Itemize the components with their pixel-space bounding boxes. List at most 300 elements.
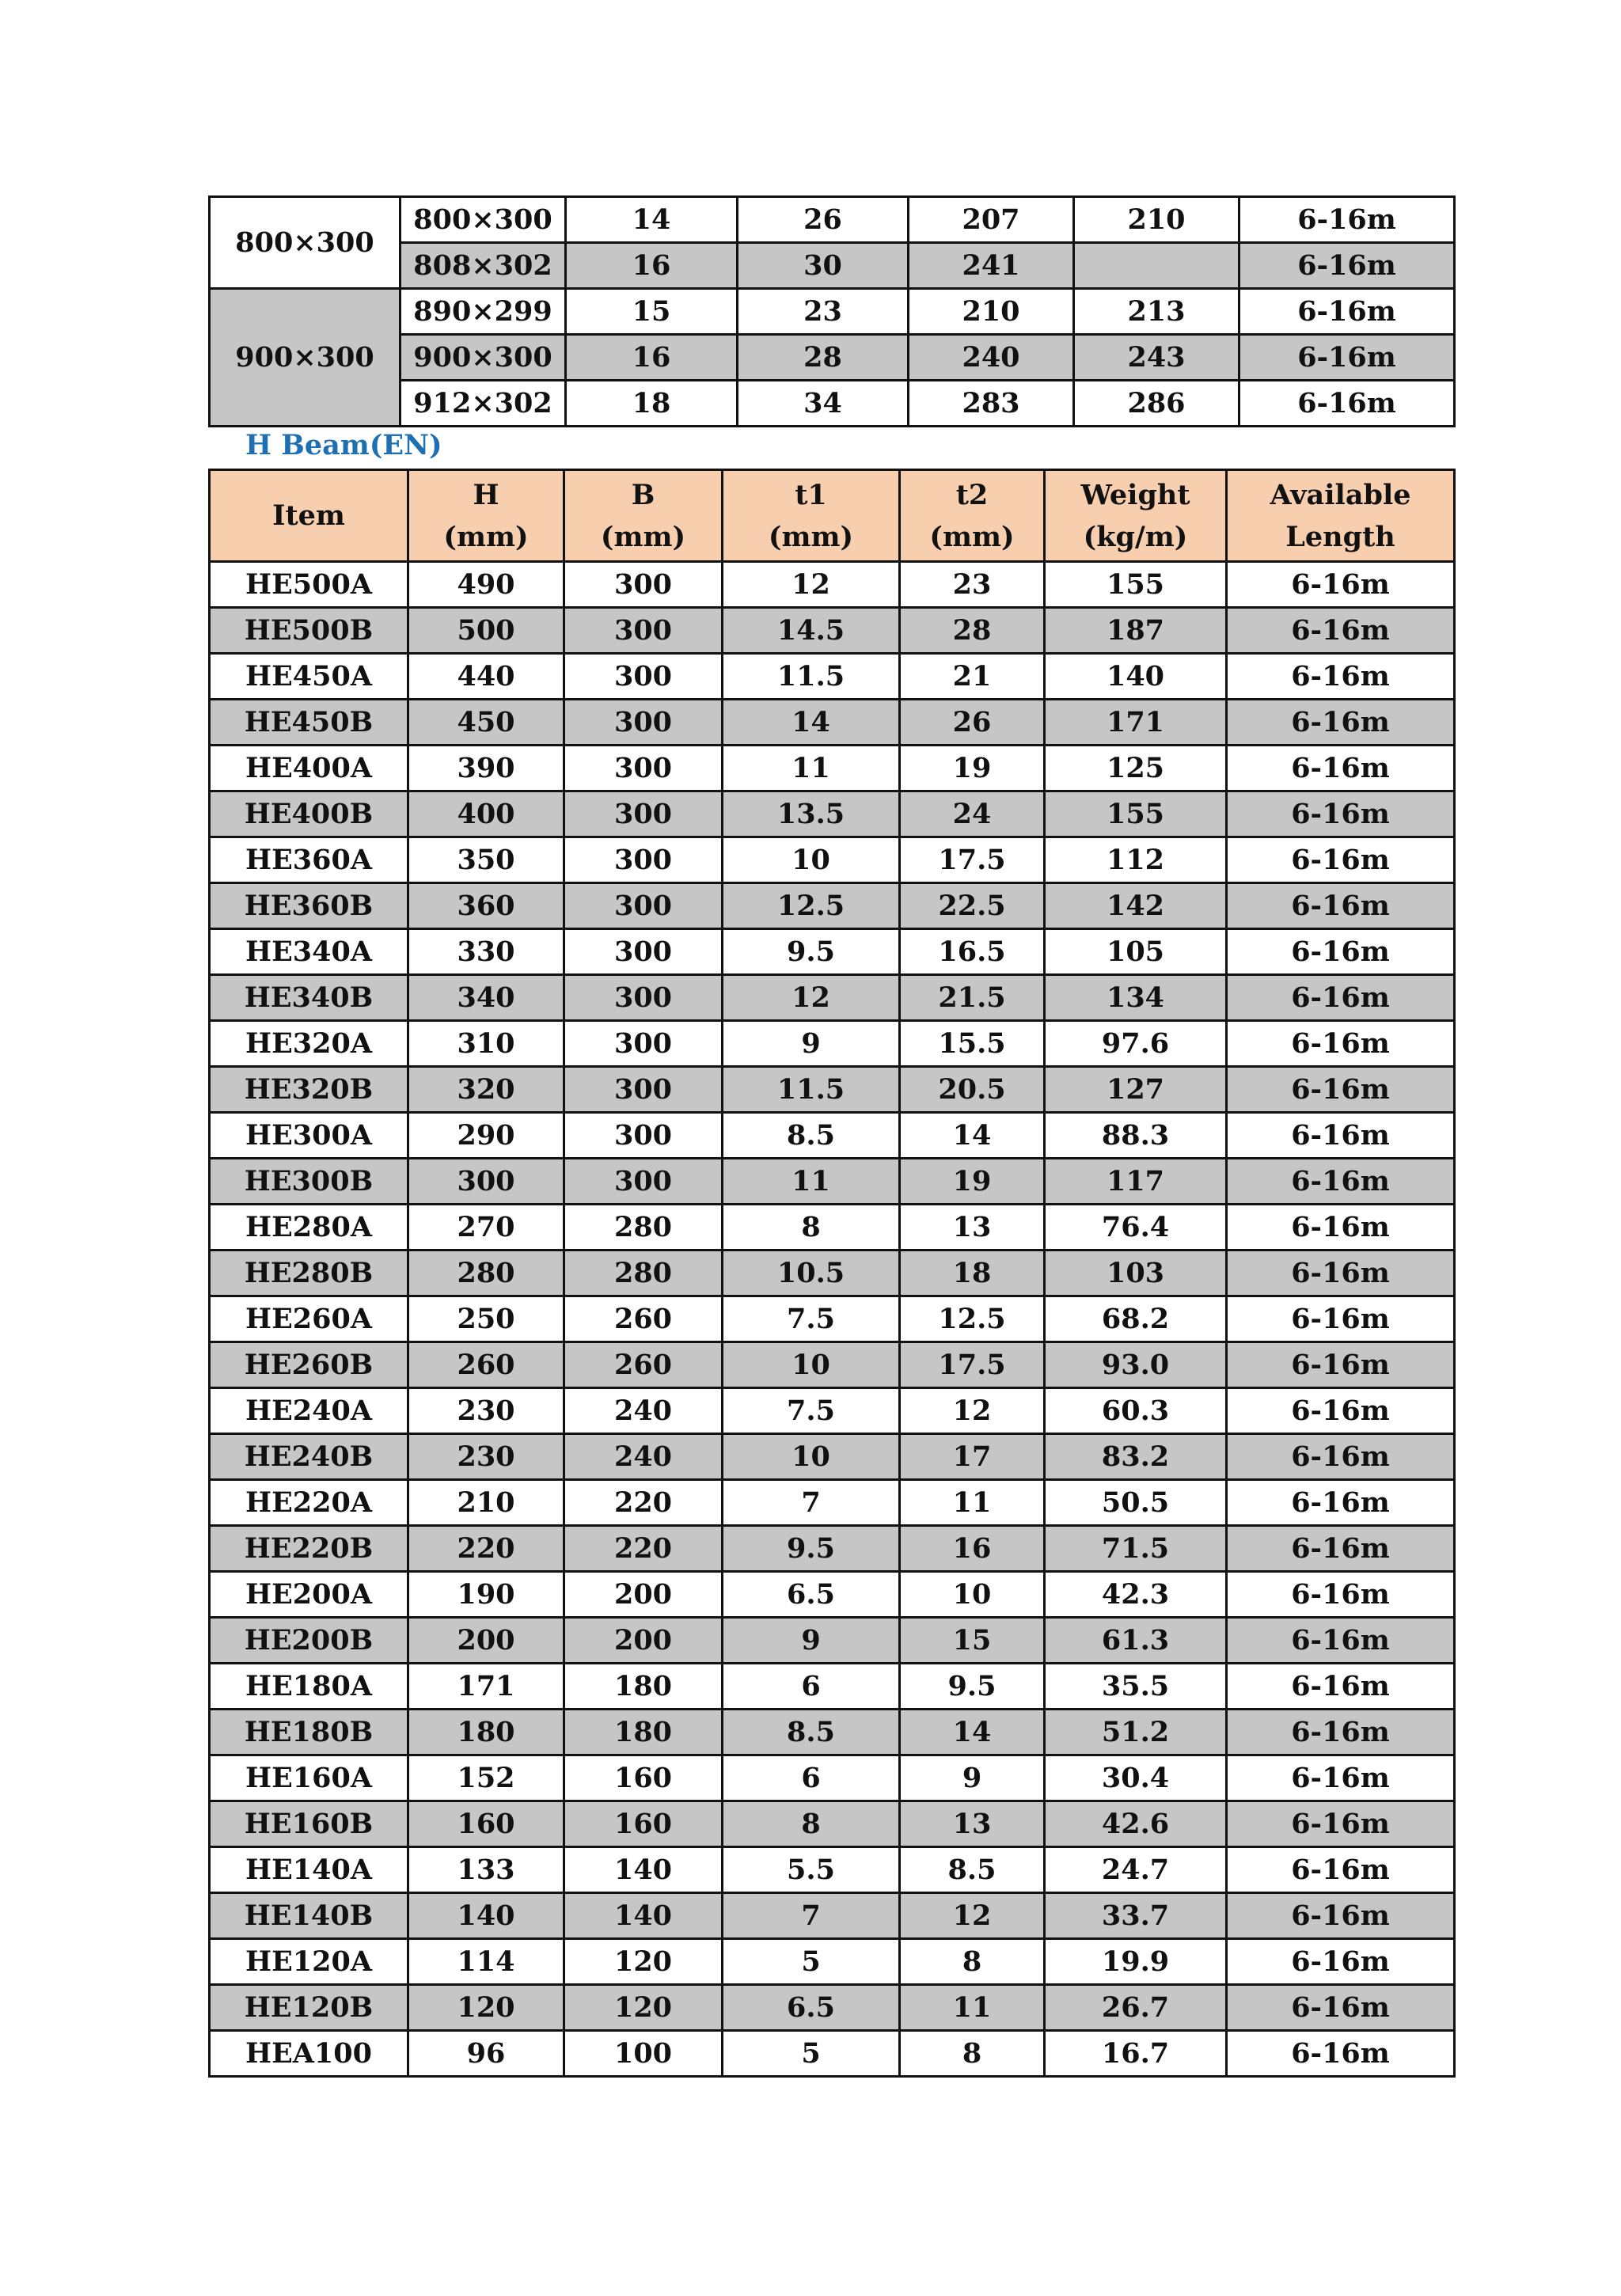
cell-item: HE220B bbox=[210, 1526, 408, 1572]
cell-t2: 15 bbox=[900, 1618, 1045, 1664]
table-row bbox=[210, 1388, 1455, 1434]
cell-weight: 50.5 bbox=[1045, 1480, 1227, 1526]
cell-t2: 12 bbox=[900, 1893, 1045, 1939]
table-row bbox=[210, 654, 1455, 700]
top-cell-spec: 912×302 bbox=[401, 381, 566, 427]
cell-h: 250 bbox=[408, 1296, 564, 1342]
cell-b: 300 bbox=[564, 975, 723, 1021]
header-label: Available bbox=[1270, 478, 1411, 511]
header-row bbox=[210, 470, 1455, 562]
cell-t2: 19 bbox=[900, 1159, 1045, 1205]
table-row bbox=[210, 2031, 1455, 2077]
cell-length: 6-16m bbox=[1227, 1939, 1455, 1985]
cell-weight: 127 bbox=[1045, 1067, 1227, 1113]
cell-t1: 9 bbox=[723, 1618, 900, 1664]
table-row bbox=[210, 1159, 1455, 1205]
cell-item: HE400A bbox=[210, 746, 408, 791]
cell-weight: 19.9 bbox=[1045, 1939, 1227, 1985]
top-cell-spec: 890×299 bbox=[401, 289, 566, 335]
cell-h: 210 bbox=[408, 1480, 564, 1526]
cell-weight: 93.0 bbox=[1045, 1342, 1227, 1388]
size-group-label: 800×300 bbox=[210, 197, 401, 289]
cell-b: 100 bbox=[564, 2031, 723, 2077]
cell-t1: 14.5 bbox=[723, 608, 900, 654]
top-cell-t1: 15 bbox=[566, 289, 738, 335]
cell-weight: 26.7 bbox=[1045, 1985, 1227, 2031]
he-table-body bbox=[210, 562, 1455, 2077]
header-cell bbox=[408, 470, 564, 562]
table-row bbox=[210, 1755, 1455, 1801]
cell-t2: 17.5 bbox=[900, 1342, 1045, 1388]
cell-length: 6-16m bbox=[1227, 791, 1455, 837]
cell-t1: 10 bbox=[723, 1342, 900, 1388]
cell-t1: 7.5 bbox=[723, 1296, 900, 1342]
cell-weight: 51.2 bbox=[1045, 1710, 1227, 1755]
cell-item: HE180A bbox=[210, 1664, 408, 1710]
table-row bbox=[210, 1250, 1455, 1296]
cell-h: 114 bbox=[408, 1939, 564, 1985]
table-row bbox=[210, 1434, 1455, 1480]
cell-length: 6-16m bbox=[1227, 654, 1455, 700]
cell-t1: 11.5 bbox=[723, 1067, 900, 1113]
cell-item: HE280A bbox=[210, 1205, 408, 1250]
table-row bbox=[210, 1710, 1455, 1755]
cell-h: 220 bbox=[408, 1526, 564, 1572]
cell-weight: 112 bbox=[1045, 837, 1227, 883]
cell-weight: 140 bbox=[1045, 654, 1227, 700]
cell-weight: 155 bbox=[1045, 791, 1227, 837]
cell-item: HE240A bbox=[210, 1388, 408, 1434]
cell-weight: 71.5 bbox=[1045, 1526, 1227, 1572]
cell-length: 6-16m bbox=[1227, 1893, 1455, 1939]
cell-t2: 12.5 bbox=[900, 1296, 1045, 1342]
table-row bbox=[210, 1113, 1455, 1159]
cell-length: 6-16m bbox=[1227, 700, 1455, 746]
cell-b: 220 bbox=[564, 1480, 723, 1526]
cell-h: 330 bbox=[408, 929, 564, 975]
cell-weight: 105 bbox=[1045, 929, 1227, 975]
header-cell bbox=[900, 470, 1045, 562]
cell-t2: 14 bbox=[900, 1710, 1045, 1755]
cell-t2: 13 bbox=[900, 1801, 1045, 1847]
cell-t2: 8 bbox=[900, 2031, 1045, 2077]
cell-weight: 117 bbox=[1045, 1159, 1227, 1205]
top-cell-t2: 30 bbox=[738, 243, 909, 289]
cell-t1: 9 bbox=[723, 1021, 900, 1067]
cell-length: 6-16m bbox=[1227, 1021, 1455, 1067]
cell-item: HE240B bbox=[210, 1434, 408, 1480]
top-table-row bbox=[210, 197, 1455, 243]
header-label: t2 bbox=[955, 478, 989, 511]
cell-length: 6-16m bbox=[1227, 608, 1455, 654]
cell-b: 140 bbox=[564, 1893, 723, 1939]
cell-item: HE400B bbox=[210, 791, 408, 837]
cell-item: HE260B bbox=[210, 1342, 408, 1388]
cell-b: 280 bbox=[564, 1205, 723, 1250]
cell-t2: 23 bbox=[900, 562, 1045, 608]
cell-h: 300 bbox=[408, 1159, 564, 1205]
cell-t2: 15.5 bbox=[900, 1021, 1045, 1067]
cell-b: 300 bbox=[564, 746, 723, 791]
table-row bbox=[210, 1480, 1455, 1526]
cell-item: HE300A bbox=[210, 1113, 408, 1159]
table-row bbox=[210, 975, 1455, 1021]
header-cell bbox=[1227, 470, 1455, 562]
cell-length: 6-16m bbox=[1227, 1755, 1455, 1801]
cell-b: 200 bbox=[564, 1572, 723, 1618]
top-cell-b: 210 bbox=[1074, 197, 1239, 243]
cell-t2: 22.5 bbox=[900, 883, 1045, 929]
cell-h: 120 bbox=[408, 1985, 564, 2031]
cell-b: 260 bbox=[564, 1296, 723, 1342]
cell-h: 230 bbox=[408, 1434, 564, 1480]
top-cell-t2: 23 bbox=[738, 289, 909, 335]
cell-t2: 21.5 bbox=[900, 975, 1045, 1021]
cell-item: HE200A bbox=[210, 1572, 408, 1618]
cell-weight: 35.5 bbox=[1045, 1664, 1227, 1710]
cell-t1: 5 bbox=[723, 2031, 900, 2077]
cell-length: 6-16m bbox=[1227, 1159, 1455, 1205]
cell-b: 120 bbox=[564, 1939, 723, 1985]
top-cell-t2: 26 bbox=[738, 197, 909, 243]
cell-b: 120 bbox=[564, 1985, 723, 2031]
top-cell-b: 243 bbox=[1074, 335, 1239, 381]
table-row bbox=[210, 562, 1455, 608]
top-cell-b bbox=[1074, 243, 1239, 289]
top-cell-a: 207 bbox=[909, 197, 1074, 243]
header-cell bbox=[723, 470, 900, 562]
header-cell bbox=[210, 470, 408, 562]
cell-t1: 12 bbox=[723, 975, 900, 1021]
cell-length: 6-16m bbox=[1227, 1801, 1455, 1847]
cell-item: HE320A bbox=[210, 1021, 408, 1067]
cell-b: 300 bbox=[564, 1113, 723, 1159]
cell-length: 6-16m bbox=[1227, 1710, 1455, 1755]
top-size-table bbox=[208, 195, 1456, 427]
cell-t1: 6.5 bbox=[723, 1572, 900, 1618]
cell-h: 270 bbox=[408, 1205, 564, 1250]
cell-b: 240 bbox=[564, 1434, 723, 1480]
he-beam-table bbox=[208, 469, 1456, 2078]
table-row bbox=[210, 837, 1455, 883]
cell-weight: 42.6 bbox=[1045, 1801, 1227, 1847]
cell-weight: 88.3 bbox=[1045, 1113, 1227, 1159]
cell-b: 300 bbox=[564, 562, 723, 608]
cell-t1: 10 bbox=[723, 1434, 900, 1480]
cell-t1: 8 bbox=[723, 1205, 900, 1250]
header-label: B bbox=[631, 478, 655, 511]
cell-item: HE140A bbox=[210, 1847, 408, 1893]
top-cell-a: 210 bbox=[909, 289, 1074, 335]
cell-length: 6-16m bbox=[1227, 746, 1455, 791]
cell-t2: 9.5 bbox=[900, 1664, 1045, 1710]
cell-t1: 6 bbox=[723, 1664, 900, 1710]
table-row bbox=[210, 1021, 1455, 1067]
cell-item: HE450B bbox=[210, 700, 408, 746]
cell-t1: 11.5 bbox=[723, 654, 900, 700]
top-cell-t1: 16 bbox=[566, 243, 738, 289]
cell-h: 310 bbox=[408, 1021, 564, 1067]
cell-t2: 13 bbox=[900, 1205, 1045, 1250]
top-cell-spec: 900×300 bbox=[401, 335, 566, 381]
cell-weight: 76.4 bbox=[1045, 1205, 1227, 1250]
cell-b: 300 bbox=[564, 837, 723, 883]
table-row bbox=[210, 700, 1455, 746]
cell-item: HE120A bbox=[210, 1939, 408, 1985]
cell-h: 180 bbox=[408, 1710, 564, 1755]
cell-h: 500 bbox=[408, 608, 564, 654]
cell-item: HE360A bbox=[210, 837, 408, 883]
cell-b: 180 bbox=[564, 1664, 723, 1710]
cell-t2: 26 bbox=[900, 700, 1045, 746]
header-cell bbox=[564, 470, 723, 562]
top-cell-spec: 808×302 bbox=[401, 243, 566, 289]
top-cell-t2: 34 bbox=[738, 381, 909, 427]
cell-h: 140 bbox=[408, 1893, 564, 1939]
header-label: Weight bbox=[1080, 478, 1190, 511]
cell-t1: 7.5 bbox=[723, 1388, 900, 1434]
cell-b: 300 bbox=[564, 654, 723, 700]
table-row bbox=[210, 1067, 1455, 1113]
cell-t2: 16 bbox=[900, 1526, 1045, 1572]
top-cell-a: 283 bbox=[909, 381, 1074, 427]
cell-item: HEA100 bbox=[210, 2031, 408, 2077]
cell-t1: 6.5 bbox=[723, 1985, 900, 2031]
cell-length: 6-16m bbox=[1227, 1342, 1455, 1388]
cell-item: HE500A bbox=[210, 562, 408, 608]
table-row bbox=[210, 746, 1455, 791]
cell-h: 290 bbox=[408, 1113, 564, 1159]
table-row bbox=[210, 883, 1455, 929]
table-row bbox=[210, 1342, 1455, 1388]
top-cell-a: 241 bbox=[909, 243, 1074, 289]
cell-length: 6-16m bbox=[1227, 1250, 1455, 1296]
he-table-header bbox=[210, 470, 1455, 562]
cell-weight: 134 bbox=[1045, 975, 1227, 1021]
cell-h: 96 bbox=[408, 2031, 564, 2077]
cell-item: HE200B bbox=[210, 1618, 408, 1664]
cell-b: 300 bbox=[564, 700, 723, 746]
cell-h: 190 bbox=[408, 1572, 564, 1618]
top-cell-len: 6-16m bbox=[1239, 197, 1455, 243]
cell-t2: 10 bbox=[900, 1572, 1045, 1618]
cell-item: HE340B bbox=[210, 975, 408, 1021]
cell-h: 440 bbox=[408, 654, 564, 700]
cell-t2: 17.5 bbox=[900, 837, 1045, 883]
cell-t1: 7 bbox=[723, 1480, 900, 1526]
cell-b: 300 bbox=[564, 929, 723, 975]
cell-t1: 5.5 bbox=[723, 1847, 900, 1893]
section-title: H Beam(EN) bbox=[245, 429, 442, 461]
cell-t1: 8.5 bbox=[723, 1113, 900, 1159]
cell-item: HE300B bbox=[210, 1159, 408, 1205]
cell-item: HE160B bbox=[210, 1801, 408, 1847]
cell-t2: 11 bbox=[900, 1480, 1045, 1526]
table-row bbox=[210, 1664, 1455, 1710]
cell-weight: 103 bbox=[1045, 1250, 1227, 1296]
header-unit: (mm) bbox=[929, 520, 1015, 553]
cell-weight: 30.4 bbox=[1045, 1755, 1227, 1801]
cell-item: HE280B bbox=[210, 1250, 408, 1296]
cell-item: HE500B bbox=[210, 608, 408, 654]
cell-length: 6-16m bbox=[1227, 1664, 1455, 1710]
cell-t1: 14 bbox=[723, 700, 900, 746]
cell-item: HE120B bbox=[210, 1985, 408, 2031]
cell-weight: 125 bbox=[1045, 746, 1227, 791]
top-cell-t2: 28 bbox=[738, 335, 909, 381]
cell-t2: 20.5 bbox=[900, 1067, 1045, 1113]
header-unit: Length bbox=[1285, 520, 1395, 553]
cell-b: 300 bbox=[564, 883, 723, 929]
cell-weight: 16.7 bbox=[1045, 2031, 1227, 2077]
table-row bbox=[210, 1939, 1455, 1985]
header-unit: (mm) bbox=[600, 520, 686, 553]
cell-t1: 12 bbox=[723, 562, 900, 608]
cell-h: 400 bbox=[408, 791, 564, 837]
cell-h: 152 bbox=[408, 1755, 564, 1801]
cell-t1: 10 bbox=[723, 837, 900, 883]
cell-t2: 24 bbox=[900, 791, 1045, 837]
cell-weight: 33.7 bbox=[1045, 1893, 1227, 1939]
cell-b: 280 bbox=[564, 1250, 723, 1296]
cell-weight: 24.7 bbox=[1045, 1847, 1227, 1893]
cell-t2: 14 bbox=[900, 1113, 1045, 1159]
cell-b: 200 bbox=[564, 1618, 723, 1664]
cell-t1: 9.5 bbox=[723, 1526, 900, 1572]
cell-length: 6-16m bbox=[1227, 1618, 1455, 1664]
top-table-body bbox=[210, 197, 1455, 427]
cell-t1: 13.5 bbox=[723, 791, 900, 837]
table-row bbox=[210, 1985, 1455, 2031]
table-row bbox=[210, 1893, 1455, 1939]
header-unit: (kg/m) bbox=[1083, 520, 1188, 553]
cell-h: 280 bbox=[408, 1250, 564, 1296]
header-label: t1 bbox=[795, 478, 827, 511]
cell-b: 300 bbox=[564, 791, 723, 837]
cell-t1: 8.5 bbox=[723, 1710, 900, 1755]
cell-item: HE220A bbox=[210, 1480, 408, 1526]
cell-length: 6-16m bbox=[1227, 837, 1455, 883]
cell-length: 6-16m bbox=[1227, 1113, 1455, 1159]
header-cell bbox=[1045, 470, 1227, 562]
cell-length: 6-16m bbox=[1227, 1526, 1455, 1572]
cell-item: HE340A bbox=[210, 929, 408, 975]
table-row bbox=[210, 1526, 1455, 1572]
cell-length: 6-16m bbox=[1227, 1388, 1455, 1434]
cell-weight: 155 bbox=[1045, 562, 1227, 608]
table-row bbox=[210, 1205, 1455, 1250]
size-group-label: 900×300 bbox=[210, 289, 401, 427]
top-cell-len: 6-16m bbox=[1239, 243, 1455, 289]
cell-t2: 18 bbox=[900, 1250, 1045, 1296]
cell-weight: 187 bbox=[1045, 608, 1227, 654]
cell-b: 300 bbox=[564, 608, 723, 654]
top-cell-len: 6-16m bbox=[1239, 335, 1455, 381]
cell-b: 240 bbox=[564, 1388, 723, 1434]
header-label: Item bbox=[272, 499, 345, 532]
cell-weight: 83.2 bbox=[1045, 1434, 1227, 1480]
top-table-row bbox=[210, 289, 1455, 335]
cell-t2: 28 bbox=[900, 608, 1045, 654]
cell-t1: 5 bbox=[723, 1939, 900, 1985]
cell-length: 6-16m bbox=[1227, 1067, 1455, 1113]
cell-h: 350 bbox=[408, 837, 564, 883]
table-row bbox=[210, 1572, 1455, 1618]
cell-t1: 11 bbox=[723, 746, 900, 791]
cell-b: 300 bbox=[564, 1021, 723, 1067]
cell-t1: 11 bbox=[723, 1159, 900, 1205]
cell-weight: 68.2 bbox=[1045, 1296, 1227, 1342]
cell-b: 160 bbox=[564, 1755, 723, 1801]
cell-length: 6-16m bbox=[1227, 1434, 1455, 1480]
cell-b: 300 bbox=[564, 1159, 723, 1205]
cell-t2: 17 bbox=[900, 1434, 1045, 1480]
header-unit: (mm) bbox=[443, 520, 529, 553]
cell-t2: 8 bbox=[900, 1939, 1045, 1985]
cell-length: 6-16m bbox=[1227, 1296, 1455, 1342]
cell-h: 200 bbox=[408, 1618, 564, 1664]
cell-weight: 42.3 bbox=[1045, 1572, 1227, 1618]
cell-length: 6-16m bbox=[1227, 975, 1455, 1021]
cell-length: 6-16m bbox=[1227, 562, 1455, 608]
cell-b: 160 bbox=[564, 1801, 723, 1847]
cell-b: 300 bbox=[564, 1067, 723, 1113]
cell-item: HE260A bbox=[210, 1296, 408, 1342]
top-cell-b: 213 bbox=[1074, 289, 1239, 335]
cell-length: 6-16m bbox=[1227, 1480, 1455, 1526]
top-cell-t1: 14 bbox=[566, 197, 738, 243]
cell-t2: 8.5 bbox=[900, 1847, 1045, 1893]
cell-item: HE180B bbox=[210, 1710, 408, 1755]
cell-h: 450 bbox=[408, 700, 564, 746]
cell-h: 160 bbox=[408, 1801, 564, 1847]
top-cell-t1: 16 bbox=[566, 335, 738, 381]
cell-b: 140 bbox=[564, 1847, 723, 1893]
cell-t1: 7 bbox=[723, 1893, 900, 1939]
top-cell-t1: 18 bbox=[566, 381, 738, 427]
table-row bbox=[210, 1618, 1455, 1664]
cell-b: 220 bbox=[564, 1526, 723, 1572]
cell-length: 6-16m bbox=[1227, 2031, 1455, 2077]
header-unit: (mm) bbox=[768, 520, 854, 553]
cell-h: 320 bbox=[408, 1067, 564, 1113]
table-row bbox=[210, 1801, 1455, 1847]
cell-item: HE450A bbox=[210, 654, 408, 700]
table-row bbox=[210, 791, 1455, 837]
cell-t2: 16.5 bbox=[900, 929, 1045, 975]
table-row bbox=[210, 1847, 1455, 1893]
cell-h: 490 bbox=[408, 562, 564, 608]
header-label: H bbox=[473, 478, 499, 511]
cell-length: 6-16m bbox=[1227, 883, 1455, 929]
top-cell-spec: 800×300 bbox=[401, 197, 566, 243]
cell-length: 6-16m bbox=[1227, 929, 1455, 975]
cell-h: 171 bbox=[408, 1664, 564, 1710]
cell-item: HE360B bbox=[210, 883, 408, 929]
cell-t2: 19 bbox=[900, 746, 1045, 791]
cell-b: 180 bbox=[564, 1710, 723, 1755]
cell-item: HE140B bbox=[210, 1893, 408, 1939]
cell-length: 6-16m bbox=[1227, 1205, 1455, 1250]
cell-h: 340 bbox=[408, 975, 564, 1021]
top-cell-len: 6-16m bbox=[1239, 381, 1455, 427]
cell-t1: 8 bbox=[723, 1801, 900, 1847]
cell-length: 6-16m bbox=[1227, 1847, 1455, 1893]
cell-h: 133 bbox=[408, 1847, 564, 1893]
cell-h: 390 bbox=[408, 746, 564, 791]
cell-t2: 12 bbox=[900, 1388, 1045, 1434]
cell-length: 6-16m bbox=[1227, 1572, 1455, 1618]
